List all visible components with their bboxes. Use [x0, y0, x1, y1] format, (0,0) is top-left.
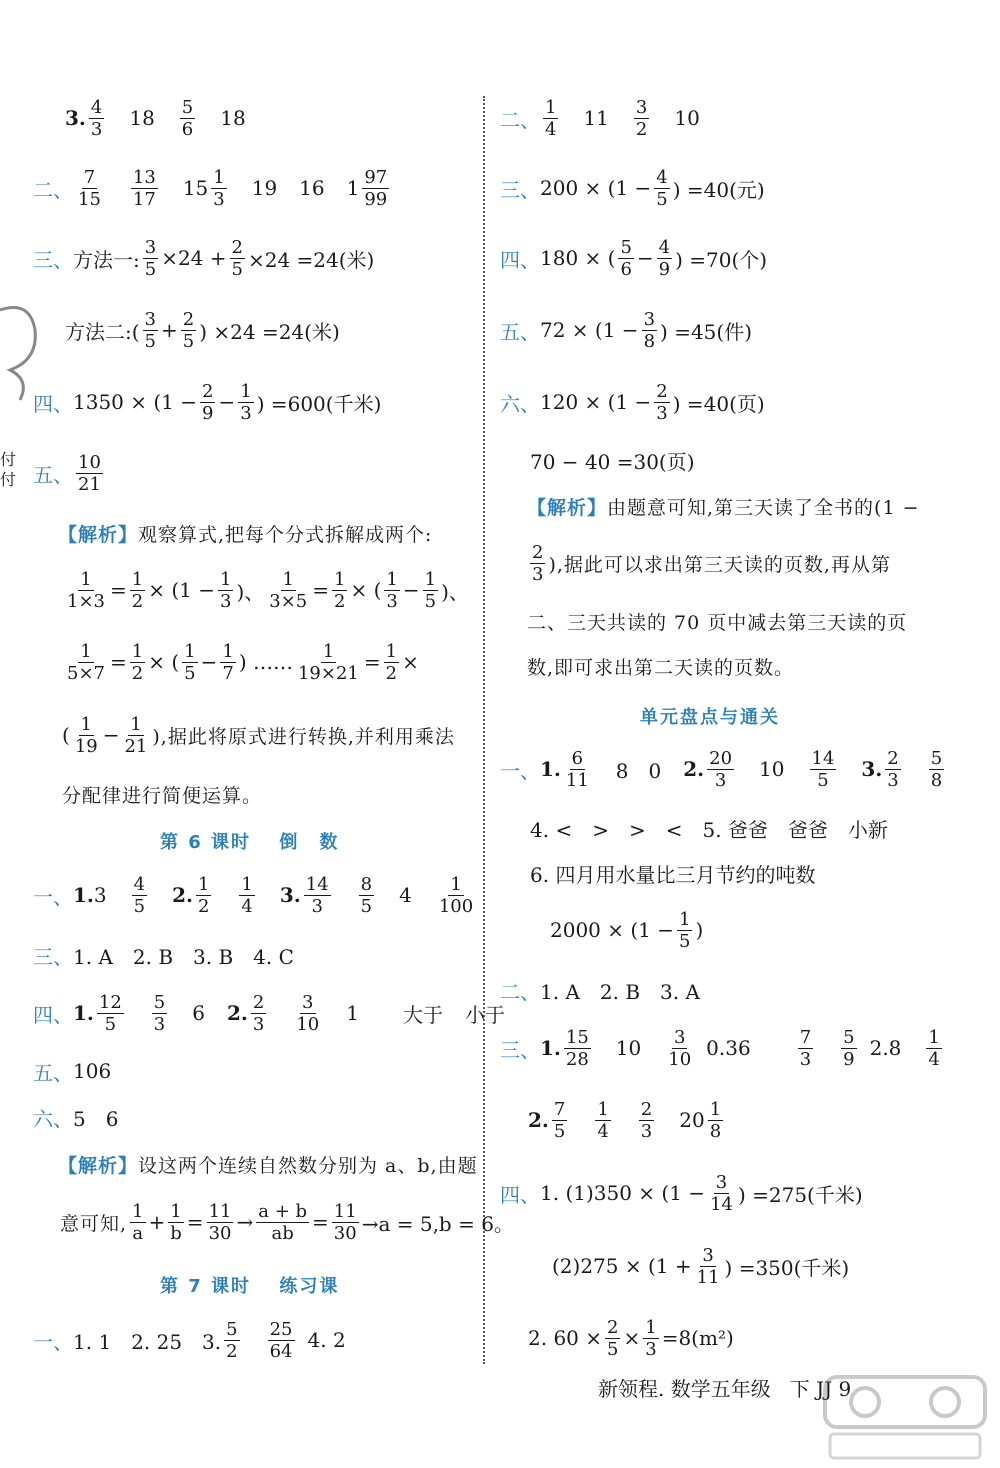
- fraction: $\frac{1}{3}$: [213, 166, 225, 210]
- fraction: $\frac{7}{3}$: [799, 1026, 812, 1070]
- r-section-3: 三、 200 × (1 − $\frac{4}{5}$ ) =40(元): [500, 166, 765, 210]
- fraction: $\frac{3}{14}$: [710, 1171, 733, 1215]
- analysis-1-formula-b: $\frac{1}{5\times 7}$ = $\frac{1}{2}$ × ( $\frac{1}{5}$ − $\frac{1}{7}$ ) …… $\frac{1}{19\times 21}$ = $\frac{1}{2}$ ×: [67, 640, 419, 684]
- analysis-2: 【解析】 设这两个连续自然数分别为 a、b,由题: [58, 1154, 478, 1177]
- lesson6-part5: 五、 106: [33, 1059, 112, 1085]
- unit-part4-1-2: (2)275 × (1 + $\frac{3}{11}$ ) =350(千米): [552, 1244, 850, 1288]
- fraction: $\frac{1}{2}$: [131, 568, 144, 612]
- analysis-1-end: 分配律进行简便运算。: [62, 784, 263, 807]
- analysis-3-c: 二、三天共读的 70 页中减去第三天读的页: [527, 611, 908, 634]
- fraction: $\frac{4}{9}$: [658, 236, 671, 280]
- unit-part1-6: 6. 四月用水量比三月节约的吨数: [530, 862, 816, 887]
- fraction: $\frac{5}{3}$: [153, 991, 166, 1035]
- fraction: $\frac{7}{5}$: [553, 1098, 566, 1142]
- lesson7-part1: 一、 1. 1 2. 25 3. $\frac{5}{2}$ $\frac{25}{64}$ 4. 2: [33, 1318, 346, 1362]
- answer-section-4: 四、 1350 × (1 − $\frac{2}{9}$ − $\frac{1}{3}$ ) =600(千米): [33, 380, 382, 424]
- fraction: $\frac{97}{99}$: [364, 166, 388, 210]
- fraction: $\frac{1}{21}$: [124, 713, 148, 757]
- fraction: $\frac{20}{3}$: [709, 747, 733, 791]
- column-divider: [483, 96, 485, 1364]
- answer-section-2: 二、 $\frac{7}{15}$ $\frac{13}{17}$ 15 $\frac{1}{3}$ 19 16 1 $\frac{97}{99}$: [33, 166, 388, 210]
- fraction: $\frac{1}{4}$: [241, 873, 253, 917]
- fraction: $\frac{1}{3}$: [219, 568, 232, 612]
- analysis-3-b: $\frac{2}{3}$ ),据此可以求出第三天读的页数,再从第: [532, 541, 891, 585]
- answer-section-5: 五、 $\frac{10}{21}$: [33, 451, 101, 495]
- fraction: $\frac{5}{9}$: [843, 1026, 855, 1070]
- fraction: $\frac{8}{5}$: [360, 873, 373, 917]
- analysis-2-formula: 意可知, $\frac{1}{a}$ + $\frac{1}{b}$ = $\frac{11}{30}$ → $\frac{a + b}{ab}$ = $\frac{11}{30}$ →a = 5,b = 6。: [60, 1200, 514, 1244]
- fraction: $\frac{2}{3}$: [532, 541, 544, 585]
- fraction: $\frac{14}{3}$: [305, 873, 329, 917]
- fraction: $\frac{3}{8}$: [643, 308, 656, 352]
- fraction: $\frac{a + b}{ab}$: [258, 1200, 308, 1244]
- r-section-5: 五、 72 × (1 − $\frac{3}{8}$ ) =45(件): [500, 308, 753, 352]
- answer-section-3-method1: 三、 方法一: $\frac{3}{5}$ ×24 + $\frac{2}{5}$ ×24 =24(米): [33, 236, 375, 280]
- fraction: $\frac{4}{5}$: [656, 166, 668, 210]
- fraction: $\frac{1}{2}$: [385, 640, 398, 684]
- unit-part3: 三、 1. $\frac{15}{28}$ 10 $\frac{3}{10}$ 0.36 $\frac{7}{3}$ $\frac{5}{9}$ 2.8 $\frac{1}{4}$: [500, 1026, 940, 1070]
- unit-part4-1: 四、 1. (1)350 × (1 − $\frac{3}{14}$ ) =275(千米): [500, 1171, 863, 1215]
- fraction: $\frac{3}{2}$: [635, 96, 648, 140]
- analysis-3: 【解析】 由题意可知,第三天读了全书的(1 −: [527, 496, 920, 519]
- fraction: $\frac{1}{4}$: [928, 1026, 940, 1070]
- fraction: $\frac{1}{19\times 21}$: [297, 640, 359, 684]
- fraction: $\frac{1}{7}$: [222, 640, 234, 684]
- answer-section-3-method2: 方法二:( $\frac{3}{5}$ + $\frac{2}{5}$ ) ×24 =24(米): [65, 308, 340, 352]
- analysis-1-formula-c: ( $\frac{1}{19}$ − $\frac{1}{21}$ ),据此将原式进行转换,并利用乘法: [62, 713, 455, 757]
- fraction: $\frac{1}{100}$: [438, 873, 474, 917]
- fraction: $\frac{5}{6}$: [620, 236, 632, 280]
- analysis-1: 【解析】 观察算式,把每个分式拆解成两个:: [58, 523, 433, 546]
- fraction: $\frac{25}{64}$: [269, 1318, 293, 1362]
- margin-text: 付 付: [0, 450, 17, 489]
- fraction: $\frac{1}{8}$: [709, 1098, 722, 1142]
- unit-part1: 一、 1. $\frac{6}{11}$ 8 0 2. $\frac{20}{3}$ 10 $\frac{14}{5}$ 3. $\frac{2}{3}$ $\frac{5}{8}$: [500, 747, 943, 791]
- unit-part3-2: 2. $\frac{7}{5}$ $\frac{1}{4}$ $\frac{2}{3}$ 20 $\frac{1}{8}$: [528, 1098, 722, 1142]
- analysis-3-d: 数,即可求出第二天读的页数。: [527, 656, 795, 679]
- fraction: $\frac{2}{3}$: [252, 991, 265, 1035]
- fraction: $\frac{15}{28}$: [565, 1026, 589, 1070]
- fraction: $\frac{14}{5}$: [811, 747, 835, 791]
- unit-part4-2: 2. 60 × $\frac{2}{5}$ × $\frac{1}{3}$ =8(m²): [528, 1316, 734, 1360]
- fraction: $\frac{5}{2}$: [226, 1318, 238, 1362]
- lesson6-part3: 三、 1. A 2. B 3. B 4. C: [33, 944, 294, 969]
- fraction: $\frac{5}{8}$: [930, 747, 943, 791]
- unit-part1-6-formula: 2000 × (1 − $\frac{1}{5}$ ): [550, 908, 704, 952]
- section-title-unit-review: 单元盘点与通关: [640, 707, 780, 728]
- fraction: $\frac{1}{b}$: [170, 1200, 182, 1244]
- fraction: $\frac{2}{3}$: [887, 747, 899, 791]
- lesson6-part6: 六、 5 6: [33, 1106, 119, 1131]
- fraction: $\frac{3}{10}$: [296, 991, 320, 1035]
- r-section-4: 四、 180 × ( $\frac{5}{6}$ − $\frac{4}{9}$ ) =70(个): [500, 236, 768, 280]
- fraction: $\frac{1}{3\times 5}$: [269, 568, 308, 612]
- section-title-lesson7: 第 7 课时 练习课: [160, 1276, 340, 1297]
- r-section-2: 二、 $\frac{1}{4}$ 11 $\frac{3}{2}$ 10: [500, 96, 700, 140]
- page-footer: 新领程. 数学五年级 下 JJ 9: [598, 1377, 852, 1401]
- fraction: $\frac{1}{3}$: [240, 380, 252, 424]
- fraction: $\frac{7}{15}$: [78, 166, 101, 210]
- fraction: $\frac{2}{5}$: [231, 236, 243, 280]
- fraction: $\frac{4}{5}$: [133, 873, 146, 917]
- fraction: $\frac{2}{5}$: [607, 1316, 619, 1360]
- unit-part2: 二、 1. A 2. B 3. A: [500, 979, 700, 1004]
- fraction: $\frac{1}{1\times 3}$: [67, 568, 105, 612]
- fraction: $\frac{11}{30}$: [208, 1200, 232, 1244]
- fraction: $\frac{1}{5}$: [679, 908, 691, 952]
- fraction: $\frac{1}{2}$: [131, 640, 144, 684]
- fraction: $\frac{1}{a}$: [132, 1200, 144, 1244]
- fraction: $\frac{3}{10}$: [668, 1026, 692, 1070]
- fraction: $\frac{1}{4}$: [597, 1098, 609, 1142]
- fraction: $\frac{1}{3}$: [386, 568, 398, 612]
- fraction: $\frac{12}{5}$: [98, 991, 122, 1035]
- fraction: $\frac{3}{5}$: [144, 236, 157, 280]
- r-section-6-b: 70 − 40 =30(页): [530, 449, 695, 474]
- fraction: $\frac{2}{3}$: [640, 1098, 653, 1142]
- fraction: $\frac{11}{30}$: [333, 1200, 357, 1244]
- fraction: $\frac{1}{4}$: [545, 96, 557, 140]
- fraction: $\frac{1}{2}$: [197, 873, 210, 917]
- section-title-lesson6: 第 6 课时 倒 数: [160, 832, 340, 853]
- lesson6-part4: 四、 1. $\frac{12}{5}$ $\frac{5}{3}$ 6 2. $\frac{2}{3}$ $\frac{3}{10}$ 1 大于 小于: [33, 991, 505, 1035]
- fraction: $\frac{13}{17}$: [132, 166, 156, 210]
- fraction: $\frac{1}{5\times 7}$: [67, 640, 105, 684]
- fraction: $\frac{1}{2}$: [334, 568, 346, 612]
- lesson6-part1: 一、 1. 3 $\frac{4}{5}$ 2. $\frac{1}{2}$ $\frac{1}{4}$ 3. $\frac{14}{3}$ $\frac{8}{5}$ 4 $\frac{1}{100}$: [33, 873, 474, 917]
- r-section-6: 六、 120 × (1 − $\frac{2}{3}$ ) =40(页): [500, 380, 765, 424]
- fraction: $\frac{3}{5}$: [144, 308, 156, 352]
- unit-part1-4-5: 4. < > > < 5. 爸爸 爸爸 小新: [530, 817, 888, 842]
- fraction: $\frac{6}{11}$: [565, 747, 589, 791]
- answer-line-3: 3. $\frac{4}{3}$ 18 $\frac{5}{6}$ 18: [65, 96, 246, 140]
- fraction: $\frac{10}{21}$: [78, 451, 101, 495]
- fraction: $\frac{4}{3}$: [90, 96, 103, 140]
- fraction: $\frac{5}{6}$: [181, 96, 194, 140]
- fraction: $\frac{2}{9}$: [202, 380, 214, 424]
- fraction: $\frac{1}{5}$: [184, 640, 196, 684]
- fraction: $\frac{1}{3}$: [645, 1316, 657, 1360]
- watermark-logo: [820, 1372, 990, 1462]
- fraction: $\frac{2}{5}$: [182, 308, 195, 352]
- fraction: $\frac{2}{3}$: [656, 380, 668, 424]
- fraction: $\frac{1}{19}$: [74, 713, 98, 757]
- fraction: $\frac{3}{11}$: [696, 1244, 720, 1288]
- fraction: $\frac{1}{5}$: [424, 568, 437, 612]
- analysis-1-formula-a: $\frac{1}{1\times 3}$ = $\frac{1}{2}$ × (1 − $\frac{1}{3}$ )、 $\frac{1}{3\times 5}$ = $\frac{1}{2}$ × ( $\frac{1}{3}$ − $\frac{1}{5}$ )、: [67, 568, 469, 612]
